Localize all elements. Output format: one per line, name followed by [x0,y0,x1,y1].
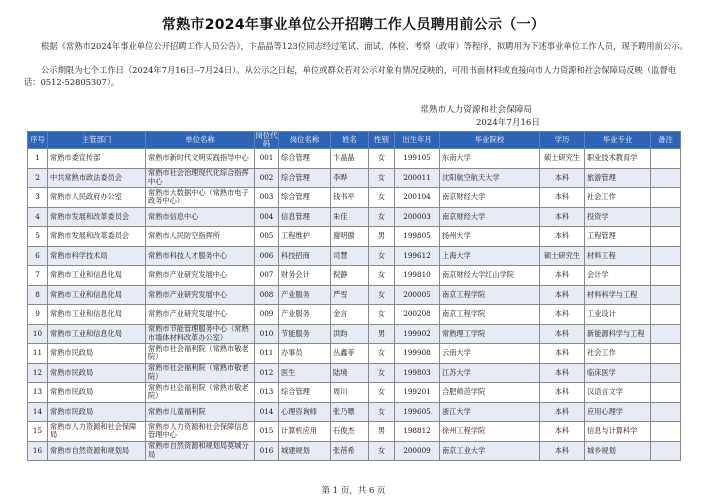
cell-post-code: 007 [255,266,279,286]
cell-name: 金言 [331,305,369,325]
table-row [28,441,681,461]
cell-birth: 199605 [395,402,440,422]
cell-index: 1 [28,149,48,169]
column-header-post-name: 岗位名称 [279,132,331,149]
cell-department: 常熟市民政局 [48,344,146,364]
cell-birth: 199805 [395,227,440,247]
cell-gender: 男 [369,324,395,344]
cell-school: 云南大学 [440,344,540,364]
cell-major: 临床医学 [585,363,651,383]
cell-name: 张蓓希 [331,441,369,461]
table-row [28,305,681,325]
cell-unit: 常熟市产业研究发展中心 [146,266,255,286]
cell-gender: 女 [369,285,395,305]
issue-date: 2024年7月16日 [475,118,540,128]
cell-name: 洪昀 [331,324,369,344]
cell-post-code: 001 [255,149,279,169]
table-header-row [28,132,681,149]
cell-remark [651,363,681,383]
table-row [28,149,681,169]
cell-post-name: 节能服务 [279,324,331,344]
cell-remark [651,227,681,247]
cell-remark [651,441,681,461]
cell-remark [651,344,681,364]
cell-birth: 199803 [395,363,440,383]
cell-unit: 常熟市产业研究发展中心 [146,305,255,325]
cell-department: 常熟市委宣传部 [48,149,146,169]
cell-degree: 本科 [540,383,585,403]
cell-post-code: 014 [255,402,279,422]
cell-degree: 本科 [540,285,585,305]
announcement-paragraph-2: 公示期限为七个工作日（2024年7月16日--7月24日）。从公示之日起，单位或群众若对公示对象有情况反映的，可用书面材料或直接向市人力资源和社会保障局反映（监督电话：0512-52805307）。 [24,65,677,87]
cell-index: 7 [28,266,48,286]
cell-unit: 常熟市儿童福利院 [146,402,255,422]
column-header-major: 毕业专业 [585,132,651,149]
cell-degree: 本科 [540,305,585,325]
cell-degree: 本科 [540,324,585,344]
cell-school: 江苏大学 [440,363,540,383]
cell-major: 会计学 [585,266,651,286]
cell-major: 职业技术教育学 [585,149,651,169]
cell-school: 南京财经大学 [440,188,540,208]
cell-name: 司慧 [331,246,369,266]
table-row [28,246,681,266]
cell-major: 投资学 [585,207,651,227]
cell-department: 常熟市民政局 [48,363,146,383]
cell-unit: 常熟市自然资源和规划局莫城分局 [146,441,255,461]
cell-remark [651,188,681,208]
cell-birth: 199105 [395,149,440,169]
cell-remark [651,149,681,169]
cell-school: 扬州大学 [440,227,540,247]
cell-index: 3 [28,188,48,208]
column-header-unit: 单位名称 [146,132,255,149]
cell-name: 李晔 [331,168,369,188]
cell-gender: 女 [369,149,395,169]
cell-school: 东南大学 [440,149,540,169]
cell-remark [651,305,681,325]
cell-major: 工程管理 [585,227,651,247]
candidate-table [27,131,681,461]
cell-post-name: 综合管理 [279,188,331,208]
cell-unit: 常熟市大数据中心（常熟市电子政务中心） [146,188,255,208]
cell-gender: 女 [369,344,395,364]
cell-department: 常熟市工业和信息化局 [48,324,146,344]
cell-post-name: 产业服务 [279,285,331,305]
cell-post-name: 工程维护 [279,227,331,247]
page-indicator: 第 1 页，共 6 页 [321,486,386,496]
cell-school: 浙江大学 [440,402,540,422]
cell-degree: 本科 [540,422,585,442]
cell-name: 张乃嘌 [331,402,369,422]
cell-gender: 女 [369,188,395,208]
cell-post-name: 城建规划 [279,441,331,461]
cell-department: 常熟市工业和信息化局 [48,266,146,286]
cell-remark [651,207,681,227]
cell-post-name: 信息管理 [279,207,331,227]
cell-unit: 常熟市信息中心 [146,207,255,227]
cell-degree: 本科 [540,168,585,188]
cell-birth: 199908 [395,344,440,364]
issuer: 常熟市人力资源和社会保障局 [420,105,532,115]
cell-index: 12 [28,363,48,383]
cell-department: 常熟市发展和改革委员会 [48,227,146,247]
table-row [28,266,681,286]
cell-degree: 本科 [540,227,585,247]
announcement-paragraph-1: 根据《常熟市2024年事业单位公开招聘工作人员公告》，卞晶晶等123位同志经过笔试、面试、体检、考察（政审）等程序，拟聘用为下述事业单位工作人员，现予聘用前公示。 [41,41,688,51]
cell-post-code: 009 [255,305,279,325]
column-header-degree: 学历 [540,132,585,149]
cell-birth: 200005 [395,285,440,305]
cell-department: 常熟市人民政府办公室 [48,188,146,208]
column-header-department: 主管部门 [48,132,146,149]
cell-index: 2 [28,168,48,188]
cell-name: 严雪 [331,285,369,305]
cell-post-code: 008 [255,285,279,305]
column-header-gender: 性别 [369,132,395,149]
table-row [28,285,681,305]
cell-school: 徐州工程学院 [440,422,540,442]
cell-post-name: 医生 [279,363,331,383]
cell-post-code: 003 [255,188,279,208]
cell-school: 沈阳航空航天大学 [440,168,540,188]
cell-major: 汉语言文学 [585,383,651,403]
cell-gender: 女 [369,383,395,403]
cell-department: 常熟市自然资源和规划局 [48,441,146,461]
cell-index: 14 [28,402,48,422]
cell-unit: 常熟市社会治理现代化综合指挥中心 [146,168,255,188]
cell-major: 应用心理学 [585,402,651,422]
cell-gender: 女 [369,168,395,188]
cell-post-name: 综合管理 [279,149,331,169]
cell-major: 材料科学与工程 [585,285,651,305]
column-header-index: 序号 [28,132,48,149]
cell-index: 5 [28,227,48,247]
cell-birth: 200009 [395,441,440,461]
cell-post-code: 016 [255,441,279,461]
cell-birth: 199612 [395,246,440,266]
cell-remark [651,324,681,344]
cell-birth: 199902 [395,324,440,344]
cell-department: 中共常熟市政法委员会 [48,168,146,188]
cell-department: 常熟市工业和信息化局 [48,285,146,305]
cell-index: 10 [28,324,48,344]
table-row [28,383,681,403]
cell-post-code: 004 [255,207,279,227]
cell-index: 15 [28,422,48,442]
cell-major: 工业设计 [585,305,651,325]
cell-post-name: 产业服务 [279,305,331,325]
cell-remark [651,285,681,305]
cell-index: 8 [28,285,48,305]
cell-department: 常熟市民政局 [48,402,146,422]
cell-major: 信息与计算科学 [585,422,651,442]
cell-name: 周川 [331,383,369,403]
cell-name: 卞晶晶 [331,149,369,169]
cell-unit: 常熟市新时代文明实践指导中心 [146,149,255,169]
table-row [28,188,681,208]
cell-major: 社会工作 [585,344,651,364]
column-header-post-code: 岗位代码 [255,131,278,148]
cell-post-name: 计算机应用 [279,422,331,442]
cell-school: 常熟理工学院 [440,324,540,344]
cell-gender: 男 [369,227,395,247]
cell-unit: 常熟市人力资源和社会保障信息管理中心 [146,422,255,442]
cell-degree: 硕士研究生 [540,246,585,266]
cell-gender: 男 [369,422,395,442]
cell-index: 6 [28,246,48,266]
cell-name: 陆境 [331,363,369,383]
cell-gender: 女 [369,266,395,286]
cell-gender: 女 [369,305,395,325]
cell-name: 谢明傲 [331,227,369,247]
cell-birth: 200011 [395,168,440,188]
cell-unit: 常熟市科技人才服务中心 [146,246,255,266]
cell-post-name: 办事员 [279,344,331,364]
cell-unit: 常熟市社会福利院（常熟市敬老院） [146,363,255,383]
cell-name: 倪静 [331,266,369,286]
cell-department: 常熟市工业和信息化局 [48,305,146,325]
cell-index: 9 [28,305,48,325]
cell-school: 合肥师范学院 [440,383,540,403]
cell-major: 旅游管理 [585,168,651,188]
cell-degree: 本科 [540,188,585,208]
cell-major: 材料工程 [585,246,651,266]
cell-school: 南京财经大学 [440,207,540,227]
cell-department: 常熟市科学技术局 [48,246,146,266]
cell-post-code: 010 [255,324,279,344]
cell-department: 常熟市人力资源和社会保障局 [48,422,146,442]
cell-post-code: 002 [255,168,279,188]
table-row [28,324,681,344]
cell-name: 朱佳 [331,207,369,227]
cell-birth: 198812 [395,422,440,442]
cell-degree: 硕士研究生 [540,149,585,169]
cell-department: 常熟市发展和改革委员会 [48,207,146,227]
cell-birth: 199810 [395,266,440,286]
cell-name: 石俊杰 [331,422,369,442]
cell-post-name: 综合管理 [279,383,331,403]
cell-post-code: 013 [255,383,279,403]
cell-gender: 女 [369,402,395,422]
page-title: 常熟市2024年事业单位公开招聘工作人员聘用前公示（一） [161,17,546,33]
cell-school: 上海大学 [440,246,540,266]
cell-index: 11 [28,344,48,364]
cell-school: 南京工程学院 [440,305,540,325]
cell-unit: 常熟市社会福利院（常熟市敬老院） [146,344,255,364]
cell-birth: 200208 [395,305,440,325]
column-header-remark: 备注 [651,132,681,149]
cell-birth: 200003 [395,207,440,227]
cell-remark [651,246,681,266]
cell-index: 16 [28,441,48,461]
cell-post-name: 心理咨询师 [279,402,331,422]
cell-gender: 女 [369,207,395,227]
column-header-name: 姓名 [331,132,369,149]
cell-degree: 本科 [540,402,585,422]
cell-post-name: 财务会计 [279,266,331,286]
table-row [28,207,681,227]
cell-post-name: 科技招商 [279,246,331,266]
cell-major: 新能源科学与工程 [585,324,651,344]
cell-school: 南京工程学院 [440,285,540,305]
cell-degree: 本科 [540,441,585,461]
table-row [28,227,681,247]
cell-remark [651,422,681,442]
column-header-school: 毕业院校 [440,132,540,149]
cell-gender: 女 [369,246,395,266]
cell-school: 南京工业大学 [440,441,540,461]
cell-gender: 女 [369,441,395,461]
cell-post-name: 综合管理 [279,168,331,188]
cell-degree: 本科 [540,344,585,364]
cell-remark [651,168,681,188]
cell-name: 钱书平 [331,188,369,208]
cell-major: 城乡规划 [585,441,651,461]
cell-school: 南京财经大学红山学院 [440,266,540,286]
cell-name: 丛鑫菲 [331,344,369,364]
cell-department: 常熟市民政局 [48,383,146,403]
cell-post-code: 015 [255,422,279,442]
cell-remark [651,402,681,422]
cell-unit: 常熟市社会福利院（常熟市敬老院） [146,383,255,403]
cell-index: 13 [28,383,48,403]
table-row [28,422,681,442]
table-row [28,402,681,422]
cell-post-code: 006 [255,246,279,266]
cell-remark [651,383,681,403]
table-row [28,344,681,364]
cell-degree: 本科 [540,207,585,227]
cell-post-code: 012 [255,363,279,383]
cell-post-code: 005 [255,227,279,247]
cell-post-code: 011 [255,344,279,364]
column-header-birth: 出生年月 [395,132,440,149]
cell-unit: 常熟市产业研究发展中心 [146,285,255,305]
cell-index: 4 [28,207,48,227]
cell-unit: 常熟市人民防空指挥所 [146,227,255,247]
table-row [28,363,681,383]
cell-unit: 常熟市节能管理服务中心（常熟市墙体材料改革办公室） [146,324,255,344]
cell-degree: 本科 [540,363,585,383]
cell-degree: 本科 [540,266,585,286]
cell-birth: 200104 [395,188,440,208]
cell-remark [651,266,681,286]
cell-gender: 女 [369,363,395,383]
table-row [28,168,681,188]
cell-birth: 199201 [395,383,440,403]
cell-major: 社会工作 [585,188,651,208]
